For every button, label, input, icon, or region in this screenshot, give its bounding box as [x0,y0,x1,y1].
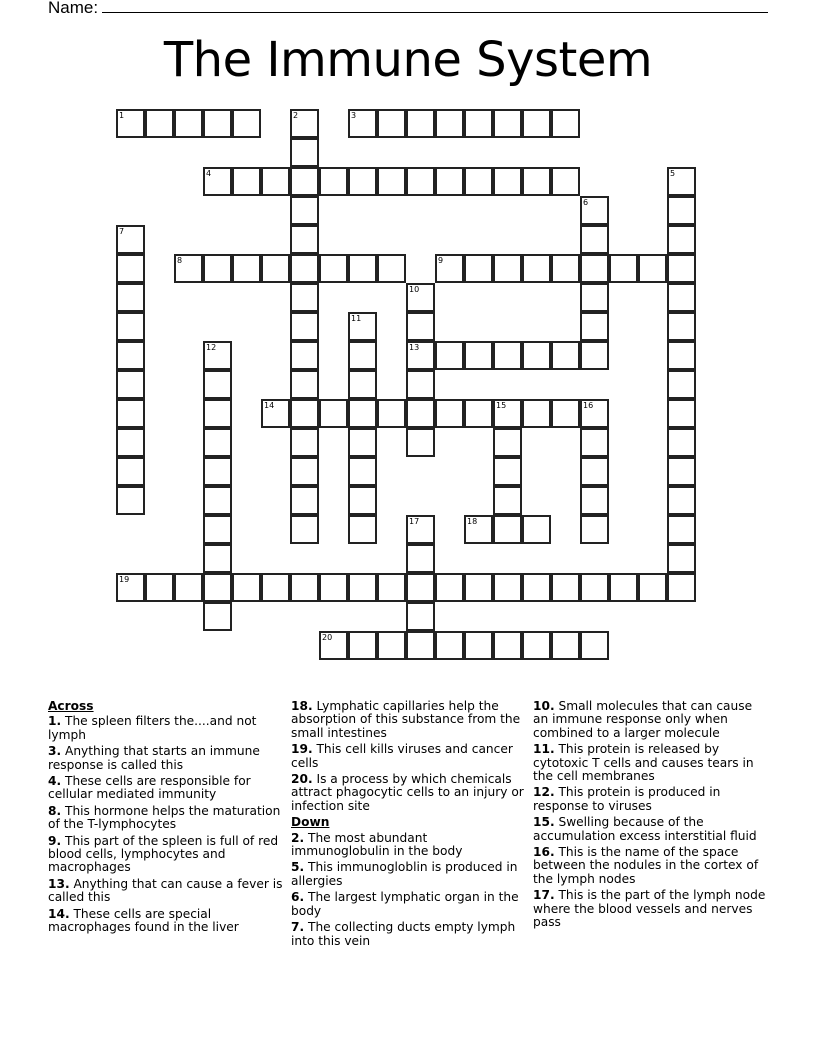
grid-cell[interactable] [290,109,319,138]
grid-cell[interactable] [464,573,493,602]
clue-number: 17 [409,517,420,526]
grid-cell[interactable] [580,283,609,312]
name-label: Name: [48,0,99,17]
clue-across-14: 14. These cells are special macrophages found in the liver [48,906,239,935]
grid-cell[interactable] [609,254,638,283]
grid-cell[interactable] [493,486,522,515]
grid-cell[interactable] [493,573,522,602]
grid-cell[interactable] [319,573,348,602]
grid-cell[interactable] [609,573,638,602]
clue-number: 10 [409,285,420,294]
grid-cell[interactable] [406,399,435,428]
clue-number: 14 [264,401,275,410]
grid-cell[interactable] [232,573,261,602]
grid-cell[interactable] [377,167,406,196]
grid-cell[interactable] [290,399,319,428]
clue-down-16: 16. This is the name of the space between the nodules in the cortex of the lymph nodes [533,845,759,886]
grid-cell[interactable] [116,573,145,602]
grid-cell[interactable] [319,399,348,428]
grid-cell[interactable] [174,109,203,138]
name-underline[interactable] [102,0,768,13]
grid-cell[interactable] [203,602,232,631]
grid-cell[interactable] [348,631,377,660]
grid-cell[interactable] [116,370,145,399]
grid-cell[interactable] [580,312,609,341]
clue-down-10: 10. Small molecules that can cause an immune response only when combined to a larger molecule [533,699,753,740]
clue-number: 2 [293,111,299,120]
grid-cell[interactable] [667,283,696,312]
grid-cell[interactable] [667,167,696,196]
clue-across-3: 3. Anything that starts an immune response is called this [48,744,260,772]
grid-cell[interactable] [290,312,319,341]
clue-across-20: 20. Is a process by which chemicals attract phagocytic cells to an injury or infection site [291,772,524,813]
clue-down-7: 7. The collecting ducts empty lymph into this vein [291,920,516,948]
grid-cell[interactable] [290,457,319,486]
grid-cell[interactable] [406,602,435,631]
grid-cell[interactable] [348,515,377,544]
grid-cell[interactable] [348,573,377,602]
grid-cell[interactable] [290,283,319,312]
grid-cell[interactable] [348,167,377,196]
grid-cell[interactable] [377,573,406,602]
clues-column-3 [533,700,769,933]
grid-cell[interactable] [290,254,319,283]
page-title: The Immune System [163,32,653,88]
grid-cell[interactable] [261,573,290,602]
grid-cell[interactable] [493,109,522,138]
grid-cell[interactable] [290,515,319,544]
clue-number: 7 [119,227,125,236]
clue-across-13: 13. Anything that can cause a fever is called this [48,876,283,905]
grid-cell[interactable] [464,399,493,428]
across-header: Across [48,699,94,713]
grid-cell[interactable] [667,254,696,283]
grid-cell[interactable] [348,399,377,428]
clue-number: 8 [177,256,183,265]
grid-cell[interactable] [203,515,232,544]
grid-cell[interactable] [406,312,435,341]
grid-cell[interactable] [435,167,464,196]
grid-cell[interactable] [580,341,609,370]
grid-cell[interactable] [435,573,464,602]
grid-cell[interactable] [203,370,232,399]
clue-number: 9 [438,256,444,265]
grid-cell[interactable] [435,631,464,660]
grid-cell[interactable] [406,515,435,544]
grid-cell[interactable] [348,457,377,486]
grid-cell[interactable] [406,109,435,138]
grid-cell[interactable] [464,341,493,370]
grid-cell[interactable] [116,312,145,341]
clue-down-6: 6. The largest lymphatic organ in the body [291,890,519,918]
grid-cell[interactable] [261,254,290,283]
grid-cell[interactable] [667,341,696,370]
grid-cell[interactable] [464,167,493,196]
grid-cell[interactable] [435,254,464,283]
grid-cell[interactable] [551,341,580,370]
clue-down-11: 11. This protein is released by cytotoxic T cells and causes tears in the cell membranes [533,742,754,784]
grid-cell[interactable] [377,631,406,660]
grid-cell[interactable] [116,486,145,515]
clue-down-17: 17. This is the part of the lymph node where the blood vessels and nerves pass [533,888,766,930]
grid-cell[interactable] [203,109,232,138]
grid-cell[interactable] [580,631,609,660]
grid-cell[interactable] [435,399,464,428]
grid-cell[interactable] [522,167,551,196]
grid-cell[interactable] [580,254,609,283]
clue-number: 19 [119,575,130,584]
name-field[interactable] [48,0,768,18]
grid-cell[interactable] [203,399,232,428]
grid-cell[interactable] [464,254,493,283]
clue-number: 16 [583,401,594,410]
grid-cell[interactable] [203,457,232,486]
grid-cell[interactable] [261,399,290,428]
grid-cell[interactable] [319,254,348,283]
grid-cell[interactable] [377,399,406,428]
grid-cell[interactable] [116,341,145,370]
grid-cell[interactable] [116,283,145,312]
grid-cell[interactable] [203,167,232,196]
grid-cell[interactable] [522,254,551,283]
down-header: Down [291,815,330,830]
grid-cell[interactable] [580,196,609,225]
grid-cell[interactable] [290,196,319,225]
grid-cell[interactable] [522,399,551,428]
grid-cell[interactable] [667,515,696,544]
grid-cell[interactable] [406,370,435,399]
grid-cell[interactable] [348,254,377,283]
grid-cell[interactable] [580,573,609,602]
clue-number: 15 [496,401,507,410]
grid-cell[interactable] [493,167,522,196]
grid-cell[interactable] [638,254,667,283]
grid-cell[interactable] [232,109,261,138]
grid-cell[interactable] [493,631,522,660]
grid-cell[interactable] [290,167,319,196]
grid-cell[interactable] [493,341,522,370]
clue-down-2: 2. The most abundant immunoglobulin in the body [291,830,463,859]
clue-across-8: 8. This hormone helps the maturation of the T-lymphocytes [48,803,281,832]
grid-cell[interactable] [203,544,232,573]
grid-cell[interactable] [667,544,696,573]
grid-cell[interactable] [116,428,145,457]
grid-cell[interactable] [493,515,522,544]
clue-down-15: 15. Swelling because of the accumulation excess interstitial fluid [533,815,757,843]
grid-cell[interactable] [116,457,145,486]
grid-cell[interactable] [203,254,232,283]
grid-cell[interactable] [377,109,406,138]
grid-cell[interactable] [203,486,232,515]
clue-number: 3 [351,111,357,120]
grid-cell[interactable] [580,486,609,515]
grid-cell[interactable] [551,167,580,196]
grid-cell[interactable] [551,109,580,138]
grid-cell[interactable] [580,225,609,254]
grid-cell[interactable] [667,457,696,486]
clues-column-1 [48,700,284,938]
grid-cell[interactable] [667,196,696,225]
grid-cell[interactable] [203,341,232,370]
grid-cell[interactable] [116,225,145,254]
clue-number: 12 [206,343,217,352]
clue-number: 6 [583,198,589,207]
grid-cell[interactable] [232,167,261,196]
grid-cell[interactable] [203,428,232,457]
grid-cell[interactable] [667,486,696,515]
grid-cell[interactable] [464,631,493,660]
clue-across-19: 19. This cell kills viruses and cancer cells [291,742,513,770]
grid-cell[interactable] [522,109,551,138]
clue-number: 20 [322,633,333,642]
grid-cell[interactable] [348,341,377,370]
grid-cell[interactable] [116,399,145,428]
clue-number: 1 [119,111,125,120]
grid-cell[interactable] [348,109,377,138]
clue-number: 18 [467,517,478,526]
clue-across-1: 1. The spleen filters the....and not lymph [48,714,257,742]
grid-cell[interactable] [116,109,145,138]
grid-cell[interactable] [290,486,319,515]
grid-cell[interactable] [667,312,696,341]
grid-cell[interactable] [435,341,464,370]
grid-cell[interactable] [580,457,609,486]
grid-cell[interactable] [551,254,580,283]
grid-cell[interactable] [522,573,551,602]
grid-cell[interactable] [667,573,696,602]
grid-cell[interactable] [377,254,406,283]
grid-cell[interactable] [145,573,174,602]
grid-cell[interactable] [667,428,696,457]
grid-cell[interactable] [319,167,348,196]
grid-cell[interactable] [522,341,551,370]
grid-cell[interactable] [551,399,580,428]
clue-across-4: 4. These cells are responsible for cellular mediated immunity [48,774,251,802]
clue-number: 11 [351,314,362,323]
grid-cell[interactable] [348,428,377,457]
clue-number: 4 [206,169,212,178]
grid-cell[interactable] [493,428,522,457]
grid-cell[interactable] [406,631,435,660]
grid-cell[interactable] [290,370,319,399]
grid-cell[interactable] [203,573,232,602]
grid-cell[interactable] [319,631,348,660]
grid-cell[interactable] [667,225,696,254]
grid-cell[interactable] [290,225,319,254]
clue-number: 5 [670,169,676,178]
grid-cell[interactable] [493,399,522,428]
grid-cell[interactable] [551,631,580,660]
grid-cell[interactable] [116,254,145,283]
grid-cell[interactable] [493,457,522,486]
grid-cell[interactable] [348,370,377,399]
grid-cell[interactable] [551,573,580,602]
grid-cell[interactable] [406,428,435,457]
grid-cell[interactable] [406,573,435,602]
clue-number: 13 [409,343,420,352]
grid-cell[interactable] [290,341,319,370]
grid-cell[interactable] [580,399,609,428]
grid-cell[interactable] [667,399,696,428]
grid-cell[interactable] [174,254,203,283]
grid-cell[interactable] [406,544,435,573]
grid-cell[interactable] [348,486,377,515]
grid-cell[interactable] [638,573,667,602]
grid-cell[interactable] [145,109,174,138]
grid-cell[interactable] [580,515,609,544]
grid-cell[interactable] [464,109,493,138]
grid-cell[interactable] [174,573,203,602]
clue-across-18: 18. Lymphatic capillaries help the absorption of this substance from the small intestines [291,699,521,740]
grid-cell[interactable] [290,138,319,167]
grid-cell[interactable] [406,283,435,312]
clue-down-5: 5. This immunogloblin is produced in allergies [291,860,518,888]
grid-cell[interactable] [290,573,319,602]
grid-cell[interactable] [435,109,464,138]
clue-across-9: 9. This part of the spleen is full of red blood cells, lymphocytes and macrophages [48,833,279,875]
grid-cell[interactable] [667,370,696,399]
grid-cell[interactable] [522,515,551,544]
grid-cell[interactable] [464,515,493,544]
clues-column-2 [291,700,527,951]
grid-cell[interactable] [580,428,609,457]
grid-cell[interactable] [406,341,435,370]
grid-cell[interactable] [406,167,435,196]
grid-cell[interactable] [348,312,377,341]
grid-cell[interactable] [261,167,290,196]
clue-down-12: 12. This protein is produced in response to viruses [533,785,721,813]
grid-cell[interactable] [290,428,319,457]
grid-cell[interactable] [522,631,551,660]
grid-cell[interactable] [232,254,261,283]
grid-cell[interactable] [493,254,522,283]
